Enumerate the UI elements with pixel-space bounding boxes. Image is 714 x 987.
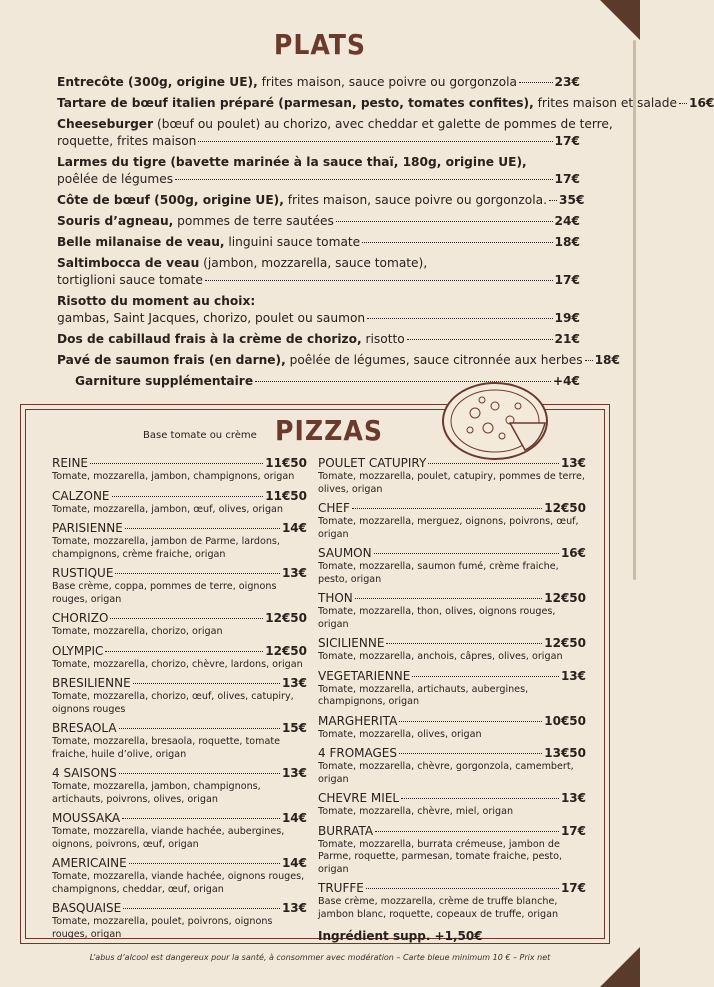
pizza-name: CALZONE xyxy=(52,488,110,503)
pizza-ingredients: Tomate, mozzarella, jambon de Parme, lardons, champignons, crème fraiche, origan xyxy=(52,536,280,560)
pizza-item xyxy=(52,721,307,761)
dot-leader xyxy=(90,463,263,464)
dot-leader xyxy=(362,242,552,243)
dot-leader xyxy=(133,683,280,684)
pizza-name: CHORIZO xyxy=(52,611,109,625)
pizza-item xyxy=(318,714,586,742)
dot-leader xyxy=(119,773,280,774)
dish-item xyxy=(57,213,580,230)
pizza-price: 17€ xyxy=(560,823,586,838)
dish-item xyxy=(57,331,580,348)
pizza-price: 13€ xyxy=(281,566,307,580)
dish-description: poêlée de légumes, sauce citronnée aux herbes xyxy=(285,353,583,367)
pizza-ingredients: Tomate, mozzarella, thon, olives, oignons rouges, origan xyxy=(318,606,556,630)
dish-line xyxy=(57,74,580,91)
pizza-ingredients: Tomate, mozzarella, poulet, catupiry, pommes de terre, olives, origan xyxy=(318,471,585,495)
dish-line xyxy=(57,255,580,272)
pizza-line xyxy=(52,901,307,916)
pizza-line xyxy=(52,566,307,581)
pizza-name: SAUMON xyxy=(318,546,372,560)
pizza-name: CHEVRE MIEL xyxy=(318,791,400,805)
pizza-item xyxy=(52,644,307,672)
pizza-item xyxy=(318,546,586,586)
dish-line xyxy=(57,213,580,230)
dish-name: Souris d’agneau, xyxy=(57,214,174,228)
dish-line xyxy=(57,95,714,112)
garniture-label: Garniture supplémentaire xyxy=(75,374,254,388)
dish-item xyxy=(57,192,585,209)
pizza-line xyxy=(52,521,307,536)
pizza-price: 12€50 xyxy=(265,643,307,658)
pizza-item xyxy=(318,501,586,541)
dot-leader xyxy=(386,643,542,644)
pizza-ingredients: Tomate, mozzarella, anchois, câpres, olives, origan xyxy=(318,651,563,662)
pizza-price: 12€50 xyxy=(265,611,307,625)
pizza-price: 14€ xyxy=(281,521,307,535)
dot-leader xyxy=(129,863,280,864)
pizza-ingredients: Tomate, mozzarella, jambon, champignons, artichauts, poivrons, olives, origan xyxy=(52,781,261,805)
dot-leader xyxy=(367,318,552,319)
pizza-line xyxy=(318,881,586,896)
pizza-line xyxy=(318,791,586,806)
pizza-price: 13€50 xyxy=(544,746,586,760)
pizza-price: 11€50 xyxy=(265,456,307,470)
pizza-line xyxy=(52,721,307,736)
dish-line xyxy=(57,192,585,209)
dish-name: Cheeseburger xyxy=(57,117,154,131)
dot-leader xyxy=(112,496,264,497)
pizza-item xyxy=(318,824,586,877)
pizza-item xyxy=(318,881,586,921)
dot-leader xyxy=(401,798,559,799)
pizza-line xyxy=(52,856,307,871)
dish-name: Entrecôte (300g, origine UE), xyxy=(57,75,258,89)
pizza-price: 10€50 xyxy=(544,713,586,728)
dot-leader xyxy=(549,200,557,201)
pizza-ingredients: Tomate, mozzarella, olives, origan xyxy=(318,728,482,740)
dish-line xyxy=(57,293,580,310)
dot-leader xyxy=(115,573,280,574)
pizza-name: 4 SAISONS xyxy=(52,766,117,780)
pizza-item xyxy=(318,746,586,786)
dish-name: Saltimbocca de veau xyxy=(57,256,200,270)
pizza-name: MARGHERITA xyxy=(318,713,398,728)
pizza-price: 16€ xyxy=(560,546,586,560)
pizza-price: 13€ xyxy=(281,676,307,690)
dish-item xyxy=(57,255,580,289)
pizza-column-right xyxy=(318,456,586,943)
dish-name: Risotto du moment au choix: xyxy=(57,294,256,308)
pizza-ingredients: Tomate, mozzarella, viande hachée, oignons rouges, champignons, cheddar, œuf, origan xyxy=(52,871,305,895)
dish-price: 19€ xyxy=(554,311,580,325)
dot-leader xyxy=(375,831,559,832)
dot-leader xyxy=(399,753,542,754)
dish-line xyxy=(57,272,580,289)
pizza-ingredients: Tomate, mozzarella, chèvre, gorgonzola, camembert, origan xyxy=(318,761,574,785)
pizza-line xyxy=(318,669,586,684)
pizza-ingredients: Tomate, mozzarella, chorizo, origan xyxy=(52,626,223,637)
pizza-line xyxy=(318,501,586,516)
pizza-price: 13€ xyxy=(281,766,307,780)
dish-description: tortiglioni sauce tomate xyxy=(57,273,203,287)
pizza-line xyxy=(318,824,586,839)
dot-leader xyxy=(119,728,280,729)
dish-description: poêlée de légumes xyxy=(57,172,174,186)
pizza-item xyxy=(52,811,307,851)
pizza-column-left xyxy=(52,456,307,946)
pizza-name: PARISIENNE xyxy=(52,521,123,535)
dish-line xyxy=(57,310,580,327)
dish-name: Larmes du tigre (bavette marinée à la sauce thaï, 180g, origine UE), xyxy=(57,155,527,169)
pizza-name: AMERICAINE xyxy=(52,856,127,870)
pizza-name: MOUSSAKA xyxy=(52,811,121,825)
dot-leader xyxy=(399,721,542,722)
pizza-price: 13€ xyxy=(560,791,586,805)
pizza-name: RUSTIQUE xyxy=(52,566,114,580)
dish-line xyxy=(57,171,580,188)
dot-leader xyxy=(110,618,263,619)
pizza-item xyxy=(318,636,586,664)
dot-leader xyxy=(412,676,559,677)
dish-price: 18€ xyxy=(594,353,621,367)
footer-note: L’abus d’alcool est dangereux pour la santé, à consommer avec modération – Carte bleue minimum 10 € – Prix net xyxy=(89,953,551,962)
dish-line xyxy=(57,352,621,369)
dish-item xyxy=(57,293,580,327)
dish-description: frites maison, sauce poivre ou gorgonzola. xyxy=(283,193,547,207)
dish-price: 18€ xyxy=(554,235,580,249)
pizza-ingredients: Base crème, coppa, pommes de terre, oignons rouges, origan xyxy=(52,581,277,605)
dish-name: Côte de bœuf (500g, origine UE), xyxy=(57,193,284,207)
dish-description: (bœuf ou poulet) au chorizo, avec cheddar et galette de pommes de terre, xyxy=(153,117,613,131)
pizza-name: BURRATA xyxy=(318,823,374,838)
pizza-line xyxy=(318,591,586,606)
pizza-price: 13€ xyxy=(281,901,307,915)
dish-name: Pavé de saumon frais (en darne), xyxy=(57,353,286,367)
pizza-illustration xyxy=(440,378,555,463)
pizza-name: CHEF xyxy=(318,501,350,515)
pizzas-title: PIZZAS xyxy=(275,414,383,447)
pizza-line xyxy=(318,746,586,761)
dish-description: (jambon, mozzarella, sauce tomate), xyxy=(199,256,428,270)
pizza-line xyxy=(52,489,307,504)
dot-leader xyxy=(336,221,553,222)
dot-leader xyxy=(198,141,552,142)
dot-leader xyxy=(125,528,280,529)
pizza-item xyxy=(52,611,307,639)
dish-line xyxy=(57,133,580,150)
pizza-price: 14€ xyxy=(281,811,307,825)
dish-description: frites maison, sauce poivre ou gorgonzola xyxy=(257,75,517,89)
pizza-line xyxy=(52,811,307,826)
dot-leader xyxy=(105,651,263,652)
pizza-price: 11€50 xyxy=(265,488,307,503)
dot-leader xyxy=(123,908,280,909)
pizza-price: 15€ xyxy=(281,721,307,735)
dot-leader xyxy=(374,553,559,554)
pizza-line xyxy=(52,676,307,691)
scrollbar[interactable] xyxy=(633,40,636,580)
dish-price: 24€ xyxy=(554,214,580,228)
dish-price: 17€ xyxy=(554,172,580,186)
pizza-line xyxy=(318,636,586,651)
dish-description: gambas, Saint Jacques, chorizo, poulet ou saumon xyxy=(57,311,366,325)
dot-leader xyxy=(679,103,687,104)
dish-line xyxy=(57,116,613,133)
pizza-item xyxy=(318,791,586,819)
dish-item xyxy=(57,95,714,112)
pizza-name: OLYMPIC xyxy=(52,643,104,658)
dot-leader xyxy=(519,82,553,83)
pizza-item xyxy=(52,566,307,606)
pizza-price: 12€50 xyxy=(544,636,586,650)
pizza-name: REINE xyxy=(52,456,89,470)
plats-title: PLATS xyxy=(273,28,367,61)
pizza-ingredients: Tomate, mozzarella, artichauts, aubergines, champignons, origan xyxy=(318,683,529,707)
pizza-name: VEGETARIENNE xyxy=(318,668,411,683)
pizza-ingredients: Tomate, mozzarella, saumon fumé, crème fraiche, pesto, origan xyxy=(318,561,559,585)
pizza-item xyxy=(52,456,307,484)
dish-price: 21€ xyxy=(554,332,580,346)
pizza-ingredients: Tomate, mozzarella, poulet, poivrons, oignons rouges, origan xyxy=(52,916,273,940)
pizza-line xyxy=(52,644,307,659)
dish-price: 35€ xyxy=(558,193,585,207)
dot-leader xyxy=(585,360,593,361)
pizza-ingredients: Tomate, mozzarella, chorizo, œuf, olives, catupiry, oignons rouges xyxy=(52,691,294,715)
dot-leader xyxy=(352,508,542,509)
pizza-price: 12€50 xyxy=(544,501,586,515)
dish-line xyxy=(57,234,580,251)
plats-list xyxy=(57,74,714,394)
pizza-ingredients: Tomate, mozzarella, chèvre, miel, origan xyxy=(318,806,514,817)
pizza-name: THON xyxy=(318,591,353,605)
ingredient-supplement: Ingrédient supp. +1,50€ xyxy=(318,929,483,943)
pizza-item xyxy=(318,669,586,709)
dot-leader xyxy=(407,339,553,340)
dish-item xyxy=(57,352,621,369)
dot-leader xyxy=(428,463,559,464)
pizza-ingredients: Tomate, mozzarella, merguez, oignons, poivrons, œuf, origan xyxy=(318,516,579,540)
pizza-ingredients: Tomate, mozzarella, chorizo, chèvre, lardons, origan xyxy=(52,658,303,670)
pizza-item xyxy=(52,856,307,896)
pizza-line xyxy=(318,456,586,471)
pizza-base-note: Base tomate ou crème xyxy=(143,430,257,441)
pizza-item xyxy=(52,901,307,941)
dish-description: pommes de terre sautées xyxy=(173,214,334,228)
pizza-line xyxy=(318,714,586,729)
pizza-price: 12€50 xyxy=(544,591,586,605)
dish-price: 17€ xyxy=(554,273,580,287)
pizza-item xyxy=(52,676,307,716)
pizza-item xyxy=(52,521,307,561)
pizza-line xyxy=(52,456,307,471)
pizza-item xyxy=(318,456,586,496)
pizza-ingredients: Tomate, mozzarella, jambon, œuf, olives, origan xyxy=(52,503,284,515)
pizza-line xyxy=(52,611,307,626)
pizza-ingredients: Tomate, mozzarella, burrata crémeuse, jambon de Parme, roquette, parmesan, tomate fraiche, pesto, origan xyxy=(318,838,563,875)
pizza-ingredients: Base crème, mozzarella, crème de truffe blanche, jambon blanc, roquette, copeaux de truffe, origan xyxy=(318,896,559,920)
pizza-name: SICILIENNE xyxy=(318,636,385,650)
dot-leader xyxy=(205,280,553,281)
dish-name: Tartare de bœuf italien préparé (parmesan, pesto, tomates confites), xyxy=(57,96,534,110)
pizza-price: 17€ xyxy=(560,881,586,895)
dish-item xyxy=(57,74,580,91)
pizza-name: BASQUAISE xyxy=(52,901,122,915)
pizza-name: BRESAOLA xyxy=(52,721,117,735)
dish-description: linguini sauce tomate xyxy=(224,235,361,249)
pizza-price: 13€ xyxy=(560,456,586,470)
dish-description: roquette, frites maison xyxy=(57,134,197,148)
dish-price: 17€ xyxy=(554,134,580,148)
pizza-ingredients: Tomate, mozzarella, jambon, champignons, origan xyxy=(52,471,295,482)
pizza-line xyxy=(318,546,586,561)
dish-price: 16€ xyxy=(688,96,714,110)
pizza-item xyxy=(52,766,307,806)
pizza-item xyxy=(318,591,586,631)
pizza-name: 4 FROMAGES xyxy=(318,746,397,760)
pizza-name: TRUFFE xyxy=(318,881,364,895)
dish-item xyxy=(57,116,613,150)
pizza-price: 14€ xyxy=(281,856,307,870)
pizza-line xyxy=(52,766,307,781)
dish-description: frites maison et salade xyxy=(533,96,677,110)
garniture-price: +4€ xyxy=(552,374,580,388)
pizza-price: 13€ xyxy=(560,668,586,683)
dot-leader xyxy=(175,179,552,180)
pizza-name: POULET CATUPIRY xyxy=(318,456,427,470)
dish-description: risotto xyxy=(361,332,405,346)
dish-item xyxy=(57,154,580,188)
pizza-ingredients: Tomate, mozzarella, bresaola, roquette, tomate fraiche, huile d’olive, origan xyxy=(52,736,281,760)
dot-leader xyxy=(355,598,542,599)
pizza-ingredients: Tomate, mozzarella, viande hachée, aubergines, oignons, poivrons, œuf, origan xyxy=(52,826,285,850)
dish-price: 23€ xyxy=(554,75,580,89)
dish-name: Belle milanaise de veau, xyxy=(57,235,225,249)
pizza-item xyxy=(52,489,307,517)
dot-leader xyxy=(366,888,559,889)
dish-name: Dos de cabillaud frais à la crème de chorizo, xyxy=(57,332,362,346)
pizza-name: BRESILIENNE xyxy=(52,676,131,690)
dish-line xyxy=(57,331,580,348)
dot-leader xyxy=(122,818,280,819)
dish-line xyxy=(57,154,580,171)
dish-item xyxy=(57,234,580,251)
